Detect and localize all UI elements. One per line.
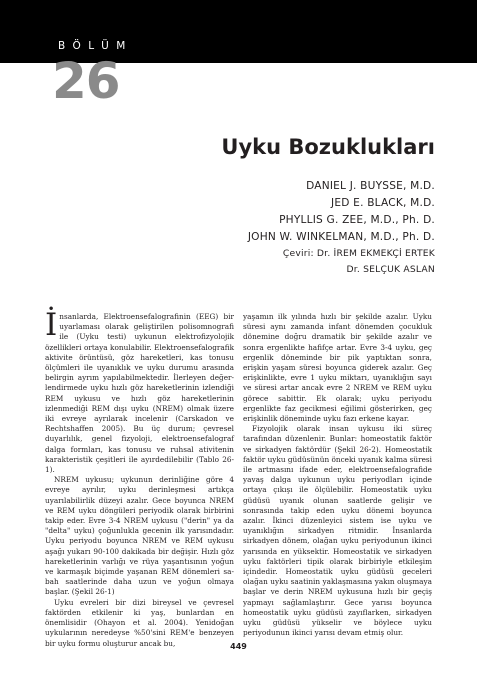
translator-name: Dr. SELÇUK ASLAN xyxy=(346,264,435,275)
drop-cap: İ xyxy=(45,307,58,343)
paragraph-text: nsanlarda, Elektroensefalografinin (EEG) bir uyarlaması olarak geliştirilen polisomnografi ile (Uyku testi) uykunun elektrofizyolojik özellikleri ortaya konulabilir. Elektroensefalografik aktivite örüntüsü, göz hareketleri, kas tonusu ölçümleri ile uyanıklık ve uyku durumu arasında belirgin ayrım yapılabilmektedir. İlerleyen değerlendirmede uyku hızlı göz hareketlerinin izlendiği REM uykusu ve hızlı göz hareketlerinin izlenmediği REM dışı uyku (NREM) olmak üzere iki evreye ayrılarak incelenir (Carskadon ve Rechtshaffen 2005). Bu üç durum; çevresel duyarlılık, genel fizyoloji, elektroensefalograf dalga formları, kas tonusu ve ruhsal ativitenin karakteristik çeşitleri ile ayırdedilebilir (Tablo 26-1). xyxy=(45,312,234,475)
body-paragraph: NREM uykusu; uykunun derinliğine göre 4 evreye ayrılır, uyku derinleşmesi artıkça uyarılabilirlik düzeyi azalır. Gece boyunca NREM ve REM uyku döngüleri periyodik olarak birbirini takip eder. Evre 3-4 NREM uykusu ("derin" ya da "delta" uyku) çoğunlukla gecenin ilk yarısındadır. Uyku periyodu boyunca NREM ve REM uykusu aşağı yukarı 90-100 dakikada bir değişir. Hızlı göz hareketlerinin varlığı ve rüya yaşantısının yoğun ve karmaşık biçimde yaşanan REM dönemleri sabah saatlerinde daha uzun ve yoğun olmaya başlar. (Şekil 26-1) xyxy=(45,475,234,597)
body-column-right xyxy=(243,312,432,639)
body-column-left xyxy=(45,307,234,649)
page-number: 449 xyxy=(230,642,247,651)
author-name: JOHN W. WINKELMAN, M.D., Ph. D. xyxy=(247,231,435,243)
translator-name: Çeviri: Dr. İREM EKMEKÇİ ERTEK xyxy=(282,248,435,259)
body-paragraph xyxy=(45,307,234,475)
author-list xyxy=(248,178,435,278)
author-name: DANIEL J. BUYSSE, M.D. xyxy=(306,180,435,192)
body-paragraph: Fizyolojik olarak insan uykusu iki süreç tarafından düzenlenir. Bunlar: homeostatik faktör ve sirkadyen faktördür (Şekil 26-2). Homeostatik faktör uyku güdüsünün önceki uyanık kalma süresi ile artmasını ifade eder, elektroensefalografide yavaş dalga uykunun uyku periyodları içinde ortaya çıkışı ile ölçülebilir. Homeostatik uyku güdüsü uyanık olunan saatlerde gelişir ve sonrasında takip eden uyku dönemi boyunca azalır. İkinci düzenleyici sistem ise uyku ve uyanıklığın sirkadyen ritmidir. İnsanlarda sirkadyen dönem, olağan uyku periyodunun ikinci yarısında en yüksektir. Homeostatik ve sirkadyen uyku faktörleri tipik olarak birbiriyle etkileşim içindedir. Homeostatik uyku güdüsü geceleri olağan uyku saatinin yaklaşmasına yakın oluşmaya başlar ve derin NREM uykusuna hızlı bir geçiş yapmayı sağlamlaştırır. Gece yarısı boyunca homeostatik uyku güdüsü zayıflarken, sirkadyen uyku güdüsü yükselir ve böylece uyku periyodunun ikinci yarısı devam etmiş olur. xyxy=(243,424,433,638)
chapter-label: BÖLÜM xyxy=(58,40,133,52)
author-name: JED E. BLACK, M.D. xyxy=(331,197,435,209)
body-paragraph: yaşamın ilk yılında hızlı bir şekilde azalır. Uyku süresi aynı zamanda infant dönemden çocukluk dönemine doğru dramatik bir şekilde azalır ve sonra ergenlikte hafifçe artar. Evre 3-4 uyku, geç ergenlik döneminde bir pik yaptıktan sonra, erişkin yaşam süresi boyunca giderek azalır. Geç erişkinlikte, evre 1 uyku miktarı, uyanıklığın sayı ve süresi artar ancak evre 2 NREM ve REM uyku görece sabittir. Ek olarak; uyku periyodu ergenlikte faz gecikmesi eğilimi gösterirken, geç erişkinlik döneminde uyku fazı erkene kayar. xyxy=(243,312,432,424)
body-paragraph: Uyku evreleri bir dizi bireysel ve çevresel faktörden etkilenir ki yaş, bunlardan en önemlisidir (Ohayon et al. 2004). Yenidoğan uykularının neredeyse %50'sini REM'e benzeyen bir uyku formu oluşturur ancak bu, xyxy=(45,597,234,648)
chapter-number: 26 xyxy=(52,52,120,110)
author-name: PHYLLIS G. ZEE, M.D., Ph. D. xyxy=(279,214,435,226)
chapter-title: Uyku Bozuklukları xyxy=(221,135,435,159)
